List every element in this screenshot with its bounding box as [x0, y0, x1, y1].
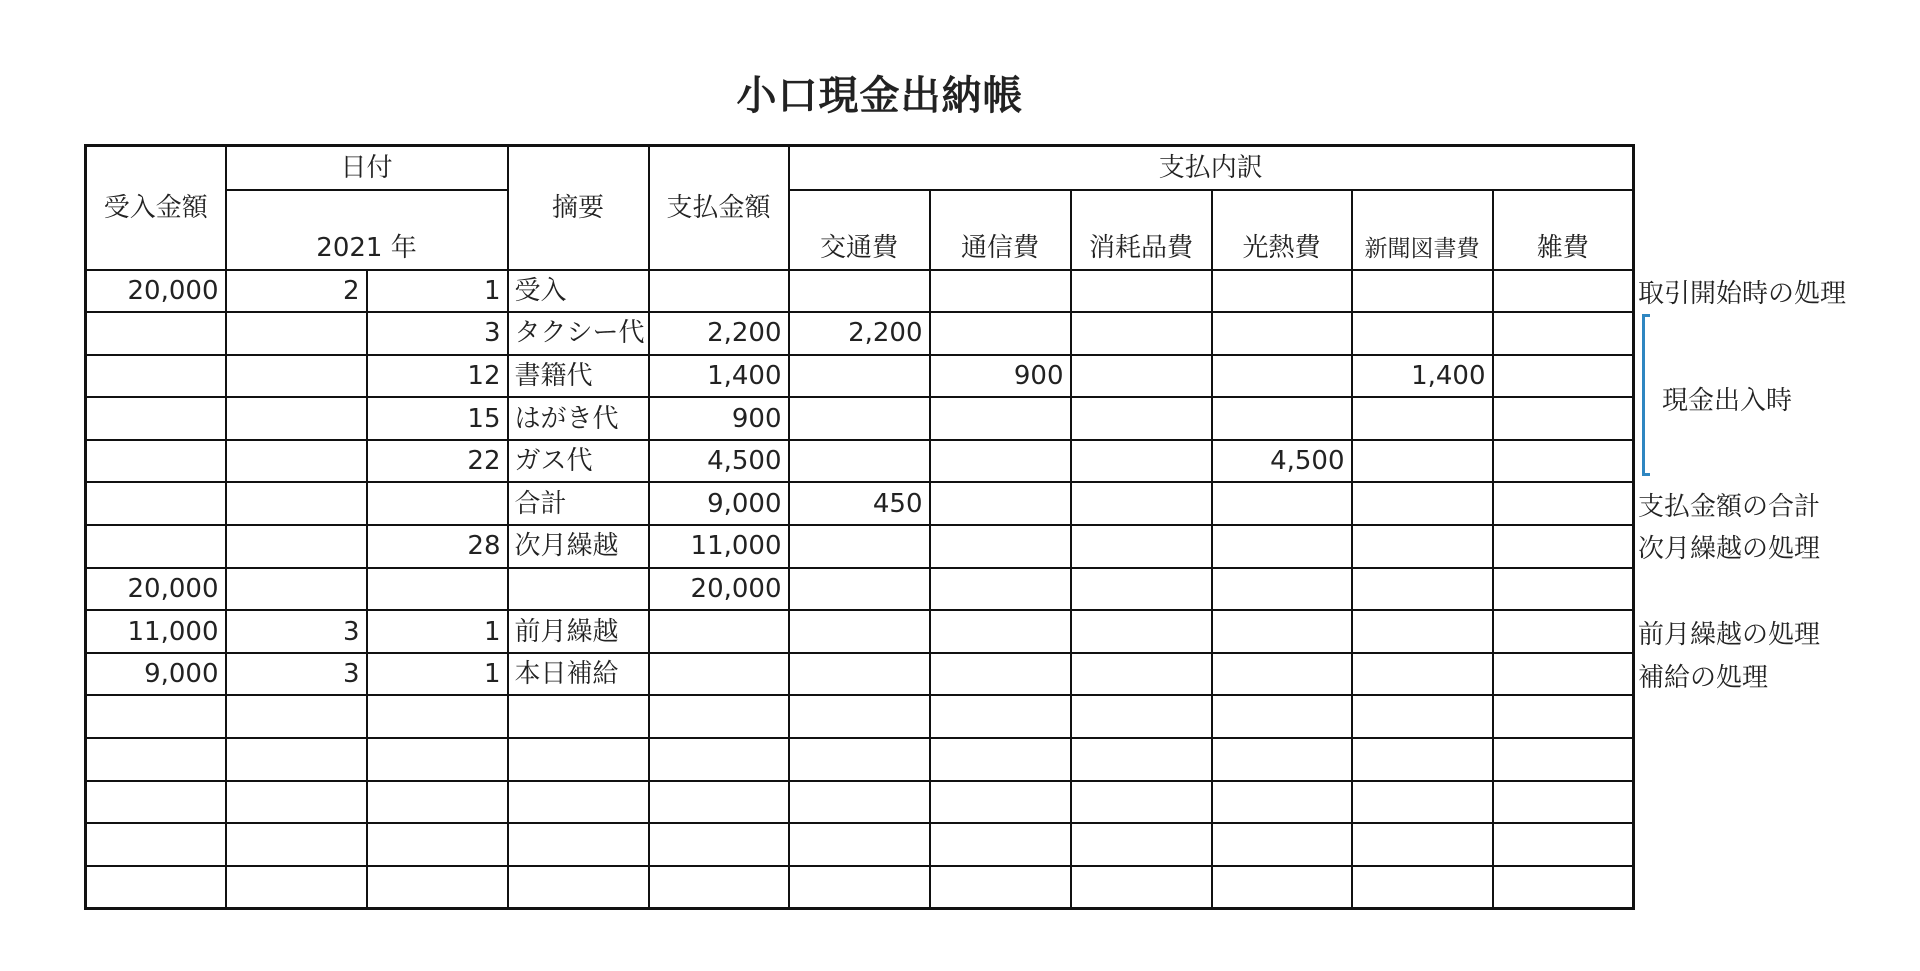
cell-month — [226, 823, 367, 866]
cell-receipt — [86, 525, 226, 568]
cell-day: 22 — [367, 440, 508, 483]
table-row — [86, 653, 1634, 696]
table-row — [86, 568, 1634, 611]
cell-payment — [649, 653, 789, 696]
cell-category-communication — [930, 823, 1071, 866]
cell-payment — [649, 738, 789, 781]
cell-category-misc — [1493, 823, 1634, 866]
cell-category-misc — [1493, 440, 1634, 483]
cell-category-transport — [789, 440, 930, 483]
cell-payment: 900 — [649, 397, 789, 440]
cell-category-supplies — [1071, 355, 1212, 398]
cell-category-misc — [1493, 525, 1634, 568]
cell-category-supplies — [1071, 738, 1212, 781]
cell-summary: 合計 — [508, 482, 649, 525]
cell-summary — [508, 866, 649, 909]
cash-flow-bracket — [1642, 314, 1650, 476]
cell-summary: 前月繰越 — [508, 610, 649, 653]
cell-category-books — [1352, 525, 1493, 568]
cell-month: 3 — [226, 653, 367, 696]
cell-summary: 書籍代 — [508, 355, 649, 398]
cell-category-utilities — [1212, 781, 1352, 824]
cell-receipt: 9,000 — [86, 653, 226, 696]
cell-day — [367, 781, 508, 824]
cell-receipt — [86, 823, 226, 866]
cell-payment — [649, 270, 789, 313]
cell-category-transport — [789, 355, 930, 398]
cell-category-misc — [1493, 355, 1634, 398]
page-title: 小口現金出納帳 — [736, 73, 1024, 119]
cell-category-books — [1352, 482, 1493, 525]
cell-day — [367, 738, 508, 781]
cell-category-books — [1352, 568, 1493, 611]
cell-category-transport — [789, 397, 930, 440]
table-row — [86, 610, 1634, 653]
cell-category-utilities: 4,500 — [1212, 440, 1352, 483]
cell-day: 3 — [367, 312, 508, 355]
cell-day — [367, 866, 508, 909]
cell-category-utilities — [1212, 568, 1352, 611]
cell-receipt — [86, 738, 226, 781]
cell-category-books — [1352, 781, 1493, 824]
cell-month — [226, 695, 367, 738]
cell-category-books — [1352, 695, 1493, 738]
cell-category-supplies — [1071, 440, 1212, 483]
note-brought-forward: 前月繰越の処理 — [1638, 620, 1821, 650]
header-breakdown: 支払内訳 — [789, 146, 1634, 190]
cell-category-utilities — [1212, 482, 1352, 525]
cell-category-supplies — [1071, 568, 1212, 611]
cell-category-books — [1352, 397, 1493, 440]
cell-category-supplies — [1071, 312, 1212, 355]
cell-summary — [508, 781, 649, 824]
header-date: 日付 — [226, 146, 508, 190]
cell-category-communication — [930, 270, 1071, 313]
cell-category-communication — [930, 653, 1071, 696]
cell-category-books — [1352, 823, 1493, 866]
note-replenish: 補給の処理 — [1638, 663, 1769, 693]
table-row — [86, 695, 1634, 738]
note-carry-forward: 次月繰越の処理 — [1638, 534, 1821, 564]
cell-category-supplies — [1071, 482, 1212, 525]
cell-month — [226, 312, 367, 355]
cell-category-communication — [930, 866, 1071, 909]
cell-category-transport — [789, 823, 930, 866]
cell-category-misc — [1493, 866, 1634, 909]
cell-category-utilities — [1212, 525, 1352, 568]
cell-month — [226, 397, 367, 440]
header-year: 2021 年 — [226, 190, 508, 270]
cell-category-utilities — [1212, 738, 1352, 781]
cell-payment: 20,000 — [649, 568, 789, 611]
cell-month — [226, 738, 367, 781]
cell-receipt — [86, 781, 226, 824]
table-row — [86, 866, 1634, 909]
cell-category-communication — [930, 525, 1071, 568]
cell-payment — [649, 610, 789, 653]
note-transaction-start: 取引開始時の処理 — [1638, 279, 1847, 309]
cell-category-communication — [930, 781, 1071, 824]
table-row — [86, 355, 1634, 398]
header-payment: 支払金額 — [649, 146, 789, 270]
cell-category-misc — [1493, 610, 1634, 653]
cell-category-misc — [1493, 695, 1634, 738]
cell-day — [367, 823, 508, 866]
cell-category-supplies — [1071, 866, 1212, 909]
cell-summary — [508, 568, 649, 611]
header-category-supplies: 消耗品費 — [1071, 190, 1212, 270]
cell-day: 1 — [367, 270, 508, 313]
cell-category-books — [1352, 738, 1493, 781]
cell-receipt: 20,000 — [86, 270, 226, 313]
cell-day: 15 — [367, 397, 508, 440]
cell-category-books — [1352, 270, 1493, 313]
header-category-transport: 交通費 — [789, 190, 930, 270]
cell-category-transport — [789, 653, 930, 696]
cell-receipt — [86, 440, 226, 483]
cell-summary — [508, 695, 649, 738]
cell-summary: タクシー代 — [508, 312, 649, 355]
petty-cash-ledger-table — [84, 144, 1635, 910]
cell-category-supplies — [1071, 525, 1212, 568]
table-row — [86, 781, 1634, 824]
cell-category-communication — [930, 440, 1071, 483]
cell-category-misc — [1493, 738, 1634, 781]
cell-category-utilities — [1212, 312, 1352, 355]
cell-category-transport — [789, 270, 930, 313]
cell-month — [226, 866, 367, 909]
cell-category-misc — [1493, 312, 1634, 355]
cell-category-utilities — [1212, 695, 1352, 738]
table-row — [86, 738, 1634, 781]
cell-summary — [508, 823, 649, 866]
cell-summary — [508, 738, 649, 781]
cell-category-books — [1352, 440, 1493, 483]
cell-payment: 11,000 — [649, 525, 789, 568]
cell-category-supplies — [1071, 397, 1212, 440]
cell-category-transport — [789, 738, 930, 781]
cell-receipt — [86, 866, 226, 909]
header-receipt: 受入金額 — [86, 146, 226, 270]
cell-receipt — [86, 312, 226, 355]
cell-day — [367, 568, 508, 611]
cell-category-transport — [789, 568, 930, 611]
cell-category-communication — [930, 397, 1071, 440]
cell-category-utilities — [1212, 610, 1352, 653]
header-summary: 摘要 — [508, 146, 649, 270]
cell-receipt: 20,000 — [86, 568, 226, 611]
cell-category-transport: 2,200 — [789, 312, 930, 355]
cell-payment: 2,200 — [649, 312, 789, 355]
note-payment-total: 支払金額の合計 — [1638, 492, 1821, 522]
cell-day: 12 — [367, 355, 508, 398]
cell-category-misc — [1493, 397, 1634, 440]
table-row — [86, 312, 1634, 355]
cell-payment: 9,000 — [649, 482, 789, 525]
header-category-misc: 雑費 — [1493, 190, 1634, 270]
cell-day: 28 — [367, 525, 508, 568]
cell-category-transport: 450 — [789, 482, 930, 525]
note-cash-flow: 現金出入時 — [1662, 386, 1793, 416]
cell-day: 1 — [367, 610, 508, 653]
table-row — [86, 440, 1634, 483]
cell-payment — [649, 866, 789, 909]
cell-payment — [649, 823, 789, 866]
cell-category-supplies — [1071, 653, 1212, 696]
cell-category-supplies — [1071, 823, 1212, 866]
table-row — [86, 270, 1634, 313]
cell-payment: 1,400 — [649, 355, 789, 398]
cell-month — [226, 482, 367, 525]
cell-summary: ガス代 — [508, 440, 649, 483]
cell-receipt — [86, 695, 226, 738]
table-row — [86, 482, 1634, 525]
cell-summary: 受入 — [508, 270, 649, 313]
cell-payment: 4,500 — [649, 440, 789, 483]
header-category-communication: 通信費 — [930, 190, 1071, 270]
cell-category-books — [1352, 610, 1493, 653]
cell-receipt — [86, 397, 226, 440]
cell-summary: はがき代 — [508, 397, 649, 440]
cell-category-supplies — [1071, 781, 1212, 824]
header-category-utilities: 光熱費 — [1212, 190, 1352, 270]
cell-month: 2 — [226, 270, 367, 313]
cell-month — [226, 525, 367, 568]
cell-receipt: 11,000 — [86, 610, 226, 653]
cell-category-supplies — [1071, 695, 1212, 738]
cell-category-utilities — [1212, 397, 1352, 440]
cell-category-utilities — [1212, 355, 1352, 398]
cell-receipt — [86, 482, 226, 525]
table-row — [86, 525, 1634, 568]
cell-payment — [649, 695, 789, 738]
cell-category-communication — [930, 610, 1071, 653]
cell-category-communication — [930, 312, 1071, 355]
cell-month: 3 — [226, 610, 367, 653]
cell-category-supplies — [1071, 270, 1212, 313]
cell-category-misc — [1493, 568, 1634, 611]
cell-day — [367, 695, 508, 738]
cell-category-books — [1352, 653, 1493, 696]
cell-category-misc — [1493, 270, 1634, 313]
cell-category-books — [1352, 312, 1493, 355]
table-row — [86, 823, 1634, 866]
cell-summary: 本日補給 — [508, 653, 649, 696]
cell-category-transport — [789, 781, 930, 824]
cell-category-supplies — [1071, 610, 1212, 653]
cell-category-transport — [789, 695, 930, 738]
cell-month — [226, 440, 367, 483]
cell-category-utilities — [1212, 653, 1352, 696]
cell-payment — [649, 781, 789, 824]
cell-category-utilities — [1212, 866, 1352, 909]
cell-month — [226, 781, 367, 824]
cell-month — [226, 568, 367, 611]
header-category-books: 新聞図書費 — [1352, 190, 1493, 270]
cell-receipt — [86, 355, 226, 398]
cell-category-misc — [1493, 781, 1634, 824]
cell-category-misc — [1493, 653, 1634, 696]
cell-category-transport — [789, 866, 930, 909]
cell-day: 1 — [367, 653, 508, 696]
cell-category-utilities — [1212, 270, 1352, 313]
cell-category-communication — [930, 738, 1071, 781]
cell-day — [367, 482, 508, 525]
cell-category-misc — [1493, 482, 1634, 525]
table-row — [86, 397, 1634, 440]
cell-month — [226, 355, 367, 398]
cell-category-transport — [789, 610, 930, 653]
cell-category-books: 1,400 — [1352, 355, 1493, 398]
cell-category-communication — [930, 695, 1071, 738]
cell-category-utilities — [1212, 823, 1352, 866]
cell-category-communication: 900 — [930, 355, 1071, 398]
cell-category-books — [1352, 866, 1493, 909]
cell-summary: 次月繰越 — [508, 525, 649, 568]
cell-category-transport — [789, 525, 930, 568]
cell-category-communication — [930, 568, 1071, 611]
cell-category-communication — [930, 482, 1071, 525]
